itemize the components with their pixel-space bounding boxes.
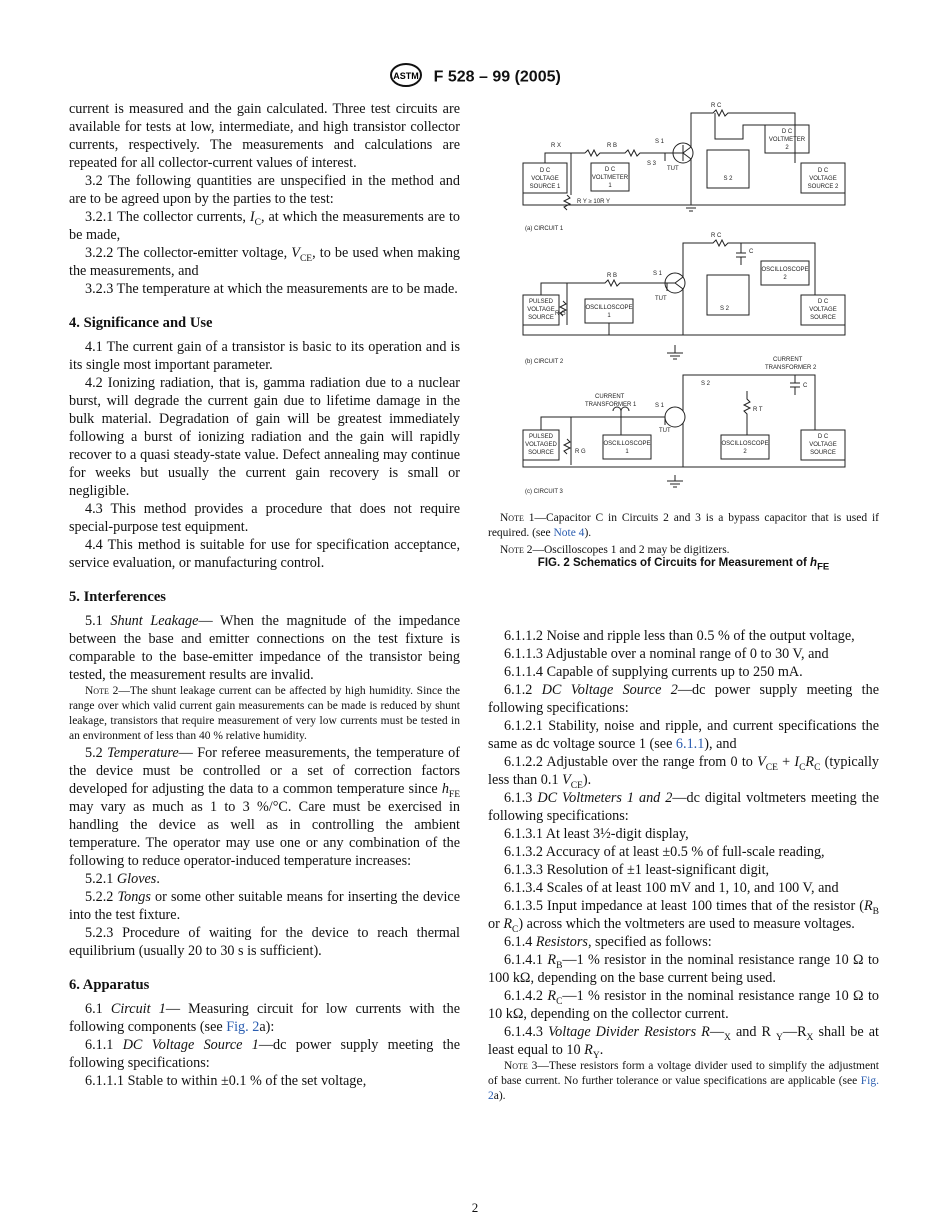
svg-text:S 2: S 2 [723,176,733,182]
paragraph: 4.4 This method is suitable for use for specification acceptance, service evaluation, or manufacturing control. [69,537,460,571]
svg-text:R C: R C [711,103,722,109]
paragraph: 6.1.2 DC Voltage Source 2—dc power supply meeting the following specifications: [488,682,880,716]
paragraph: 4.1 The current gain of a transistor is basic to its operation and is its single most important parameter. [69,339,460,373]
figure-note: Note 2—Oscilloscopes 1 and 2 may be digitizers. [500,544,730,556]
svg-text:D C: D C [539,168,551,174]
circuit-3-oscilloscope-2-box [721,435,769,459]
paragraph: 5.2.2 Tongs or some other suitable means for inserting the device into the test fixture. [69,889,460,923]
svg-text:VOLTAGE: VOLTAGE [531,176,559,182]
switch-s2-box [707,150,749,188]
svg-text:SOURCE: SOURCE [810,450,836,456]
oscilloscope-2-box [761,261,809,285]
paragraph: 6.1.4.2 $R_C—1$ % resistor in the nominal resistance range 10 Ω to 10 kΩ, depending on the collector current. [488,988,880,1022]
svg-text:S 2: S 2 [720,306,730,312]
standard-designation: F 528 – 99 (2005) [433,68,561,86]
svg-text:R G: R G [575,449,586,455]
svg-text:PULSED: PULSED [528,434,554,440]
circuit-3-title: (c) CIRCUIT 3 [525,489,563,495]
astm-logo-icon [389,62,423,93]
paragraph: 6.1.3.2 Accuracy of at least ±0.5 % of full-scale reading, [504,844,825,860]
paragraph: 6.1 Circuit 1— Measuring circuit for low currents with the following components (see Fig. 2a): [69,1001,460,1035]
svg-text:CURRENT: CURRENT [773,357,803,363]
section-heading: 6. Apparatus [69,977,150,993]
svg-text:TRANSFORMER 2: TRANSFORMER 2 [765,365,817,371]
svg-text:SOURCE: SOURCE [528,315,554,321]
paragraph: 6.1.3 DC Voltmeters 1 and 2—dc digital voltmeters meeting the following specifications: [488,790,879,824]
svg-text:R B: R B [607,273,618,279]
paragraph: 6.1.4.3 Voltage Divider Resistors $R—_X$ and R $_Y—R_X$ shall be at least equal to 10 $R_Y$. [488,1024,879,1061]
paragraph: 5.2 Temperature— For referee measurements, the temperature of the device must be controlled or a set of correction factors developed for adjusting the data to a common temperature since $h_{FE}$ may vary as much as 1 to 3 %/°C. Care must be exercised in handling the device as well as in controlling the ambient temperature. The operator may use one or any combination of the following to reduce operator-induced temperature increases: [69,745,460,869]
circuit-3-oscilloscope-1-box [603,435,651,459]
paragraph: 6.1.3.1 At least 3½-digit display, [504,826,689,842]
svg-text:SOURCE: SOURCE [810,315,836,321]
svg-text:D C: D C [817,299,829,305]
circuit-2 [523,233,845,365]
svg-text:1: 1 [625,449,629,455]
svg-text:VOLTAGE: VOLTAGE [809,442,837,448]
svg-text:R G: R G [555,311,566,317]
right-column [488,627,879,1104]
paragraph: 3.2.2 The collector-emitter voltage, $V_{CE}$, to be used when making the measurements, and [69,245,461,279]
svg-text:R X: R X [551,143,562,149]
paragraph: 4.2 Ionizing radiation, that is, gamma radiation due to a nuclear burst, will degrade the current gain due to lifetime damage in the bulk material. Degradation of gain will be greatest immediately following a burst of ionizing radiation and the gain will rapidly recover to a quasi steady-state value. Defect annealing may continue for weeks but usually the current gain recovery is small or negligible. [69,375,460,499]
svg-text:1: 1 [608,183,612,189]
page-number: 2 [471,1200,479,1215]
svg-text:TUT: TUT [655,296,667,302]
svg-text:1: 1 [607,313,611,319]
circuit-1 [523,103,845,232]
svg-text:SOURCE 2: SOURCE 2 [807,184,839,190]
section-heading: 5. Interferences [69,589,166,605]
figure-caption: FIG. 2 Schematics of Circuits for Measurement of $h_{FE}$ [537,557,830,573]
svg-text:2: 2 [743,449,747,455]
svg-text:R Y ≥ 10R Y: R Y ≥ 10R Y [577,199,610,205]
paragraph: 6.1.1 DC Voltage Source 1—dc power supply meeting the following specifications: [69,1037,461,1071]
svg-text:PULSED: PULSED [528,299,554,305]
svg-text:OSCILLOSCOPE: OSCILLOSCOPE [585,305,633,311]
paragraph: 3.2.1 The collector currents, $I_C$, at which the measurements are to be made, [69,209,460,243]
paragraph: 6.1.3.3 Resolution of ±1 least-significant digit, [504,862,770,878]
svg-text:R C: R C [711,233,722,239]
figure-2-schematics [515,95,885,505]
logo-text: ASTM [393,71,419,81]
svg-text:D C: D C [817,434,829,440]
paragraph: 5.2.3 Procedure of waiting for the device to reach thermal equilibrium (usually 20 to 30 s is sufficient). [69,925,460,959]
svg-text:CURRENT: CURRENT [595,394,625,400]
svg-text:R T: R T [753,407,763,413]
circuit-2-title: (b) CIRCUIT 2 [525,359,564,365]
paragraph: 6.1.1.2 Noise and ripple less than 0.5 % of the output voltage, [504,628,855,644]
svg-text:SOURCE 1: SOURCE 1 [529,184,561,190]
svg-text:S 1: S 1 [655,403,665,409]
paragraph: 6.1.2.2 Adjustable over the range from 0 to $V_{CE} + I_CR_C$ (typically less than 0.1 $V_{CE}$). [488,754,879,791]
page-header [0,62,950,93]
svg-text:TUT: TUT [659,428,671,434]
paragraph: 6.1.2.1 Stability, noise and ripple, and current specifications the same as dc voltage source 1 (see 6.1.1), and [488,718,879,752]
paragraph: current is measured and the gain calculated. Three test circuits are available for tests at low, intermediate, and high transistor collector currents, respectively. The measurements and calculations are repeated for all collector-current values of interest. [69,101,460,171]
paragraph: 6.1.4.1 $R_B—1$ % resistor in the nominal resistance range 10 Ω to 100 kΩ, depending on the base current being used. [488,952,880,986]
figure-notes [488,511,879,560]
svg-text:R B: R B [607,143,618,149]
svg-text:SOURCE: SOURCE [528,450,554,456]
svg-text:VOLTAGED: VOLTAGED [525,442,557,448]
svg-text:S 3: S 3 [647,161,657,167]
paragraph: 3.2.3 The temperature at which the measurements are to be made. [85,281,458,297]
svg-text:VOLTAGE: VOLTAGE [809,176,837,182]
paragraph: 5.2.1 Gloves. [85,871,160,887]
oscilloscope-1-box [585,299,633,323]
svg-text:D C: D C [817,168,829,174]
paragraph: 6.1.3.4 Scales of at least 100 mV and 1, 10, and 100 V, and [504,880,839,896]
paragraph: 6.1.4 Resistors, specified as follows: [504,934,712,950]
svg-text:C: C [803,383,808,389]
svg-text:OSCILLOSCOPE: OSCILLOSCOPE [603,441,651,447]
paragraph: 3.2 The following quantities are unspecified in the method and are to be agreed upon by the parties to the test: [69,173,460,207]
svg-text:S 1: S 1 [655,139,665,145]
svg-text:D C: D C [604,167,616,173]
svg-text:OSCILLOSCOPE: OSCILLOSCOPE [761,267,809,273]
figure-note: Note 1—Capacitor C in Circuits 2 and 3 is a bypass capacitor that is used if required. (see Note 4). [488,512,879,539]
svg-text:C: C [749,249,754,255]
svg-text:TUT: TUT [667,166,679,172]
svg-text:TRANSFORMER 1: TRANSFORMER 1 [585,402,637,408]
svg-text:VOLTAGE: VOLTAGE [527,307,555,313]
circuit-3 [523,357,845,495]
svg-text:S 1: S 1 [653,271,663,277]
paragraph: 6.1.3.5 Input impedance at least 100 times that of the resistor ($R_B$ or $R_C$) across which the voltmeters are used to measure voltages. [488,898,879,935]
svg-text:VOLTAGE: VOLTAGE [809,307,837,313]
left-column [69,100,460,1090]
paragraph: 5.1 Shunt Leakage— When the magnitude of the impedance between the base and emitter connections on the test fixture is comparable to the base-emitter impedance of the transistor being tested, the measurement results are invalid. [69,613,460,683]
svg-text:D C: D C [781,129,793,135]
svg-text:VOLTMETER: VOLTMETER [591,175,629,181]
paragraph: 6.1.1.1 Stable to within ±0.1 % of the set voltage, [85,1073,367,1089]
paragraph: 6.1.1.3 Adjustable over a nominal range of 0 to 30 V, and [504,646,829,662]
svg-text:VOLTMETER: VOLTMETER [768,137,806,143]
paragraph: 4.3 This method provides a procedure that does not require special-purpose test equipment. [69,501,460,535]
circuit-1-title: (a) CIRCUIT 1 [525,226,564,232]
note: Note 2—The shunt leakage current can be affected by high humidity. Since the range over which valid current gain measurements can be made is reduced by shunt leakage, transistors that require measurement of very low currents must be tested in an environment of less than 40 % relative humidity. [69,685,460,742]
note: Note 3—These resistors form a voltage divider used to simplify the adjustment of base current. No further tolerance or value specifications are applicable (see Fig. 2a). [488,1060,880,1102]
svg-text:2: 2 [783,275,787,281]
paragraph: 6.1.1.4 Capable of supplying currents up to 250 mA. [504,664,803,680]
svg-text:OSCILLOSCOPE: OSCILLOSCOPE [721,441,769,447]
svg-text:S 2: S 2 [701,381,711,387]
svg-text:2: 2 [785,145,789,151]
section-heading: 4. Significance and Use [69,315,213,331]
